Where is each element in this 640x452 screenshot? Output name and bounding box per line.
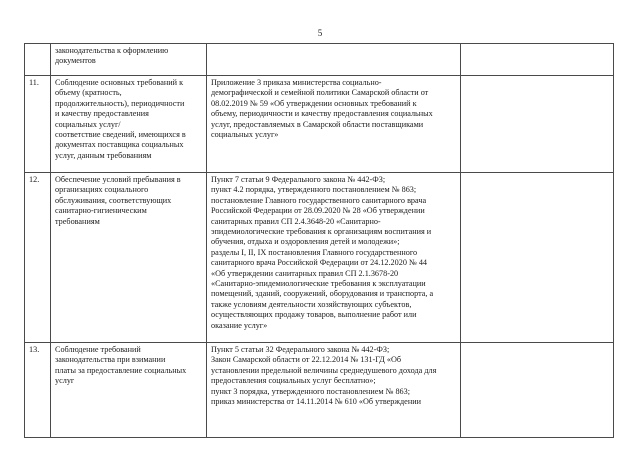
requirement-cell: Соблюдение требований законодательства при взимании платы за предоставление социальных услуг [51, 343, 207, 438]
legal-source-cell [207, 44, 461, 76]
requirement-cell: Соблюдение основных требований к объему (кратность, продолжительность), периодичности и качеству предоставления социальных услуг/ соответствие сведений, имеющихся в документах поставщика социальных услуг, данным требованиям [51, 76, 207, 173]
legal-source-cell: Пункт 7 статьи 9 Федерального закона № 442-ФЗ; пункт 4.2 порядка, утвержденного постановлением № 863; постановление Главного государственного санитарного врача Российской Федерации от 28.09.2020 № 28 «Об утверждении санитарных правил СП 2.4.3648-20 «Санитарно- эпидемиологические требования к организациям воспитания и обучения, отдыха и оздоровления детей и молодежи»; разделы I, II, IX постановления Главного государственного санитарного врача Российской Федерации от 24.12.2020 № 44 «Об утверждении санитарных правил СП 2.1.3678-20 «Санитарно-эпидемиологические требования к эксплуатации помещений, зданий, сооружений, оборудования и транспорта, а также условиям деятельности хозяйствующих субъектов, осуществляющих продажу товаров, выполнение работ или оказание услуг» [207, 173, 461, 343]
empty-cell [461, 44, 614, 76]
table-row [25, 44, 614, 76]
empty-cell [461, 173, 614, 343]
table-row [25, 343, 614, 438]
table-row [25, 173, 614, 343]
legal-source-cell: Приложение 3 приказа министерства социально- демографической и семейной политики Самарской области от 08.02.2019 № 59 «Об утверждении основных требований к объему, периодичности и качеству предоставления социальных услуг, предоставляемых в Самарской области поставщиками социальных услуг» [207, 76, 461, 173]
requirement-cell: законодательства к оформлению документов [51, 44, 207, 76]
row-number-cell: 13. [25, 343, 51, 438]
row-number-cell [25, 44, 51, 76]
table-row [25, 76, 614, 173]
row-number-cell: 11. [25, 76, 51, 173]
requirement-cell: Обеспечение условий пребывания в организациях социального обслуживания, соответствующих санитарно-гигиеническим требованиям [51, 173, 207, 343]
requirements-table [24, 43, 614, 438]
page-number: 5 [317, 28, 323, 38]
row-number-cell: 12. [25, 173, 51, 343]
empty-cell [461, 76, 614, 173]
legal-source-cell: Пункт 5 статьи 32 Федерального закона № 442-ФЗ; Закон Самарской области от 22.12.2014 № 131-ГД «Об установлении предельной величины среднедушевого дохода для предоставления социальных услуг бесплатно»; пункт 3 порядка, утвержденного постановлением № 863; приказ министерства от 14.11.2014 № 610 «Об утверждении [207, 343, 461, 438]
empty-cell [461, 343, 614, 438]
